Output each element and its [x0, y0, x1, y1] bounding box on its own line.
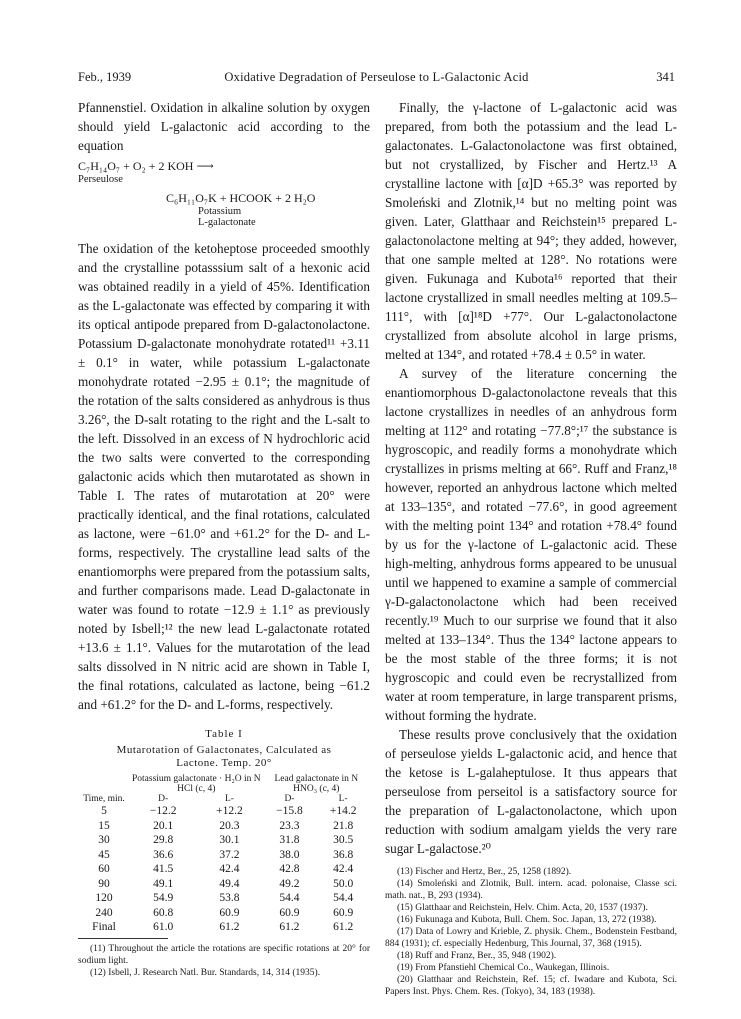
- equation-label-galactonate: L-galactonate: [198, 217, 256, 228]
- col-header-l-1: L-: [224, 794, 234, 804]
- table-cell-value: 37.2: [219, 848, 240, 861]
- table-cell-value: 20.1: [153, 819, 174, 832]
- footnote: (20) Glatthaar and Reichstein, Ref. 15; cf. Iwadare and Kubota, Sci. Papers Inst. Phys. Chem. Res. (Tokyo), 34, 183 (1938).: [385, 975, 677, 997]
- right-paragraph-1: Finally, the γ-lactone of L-galactonic acid was prepared, from both the potassium and the lead L-galactonates. L-Galactonolactone was first obtained, but not crystallized, by Fischer and Hertz.¹³ A crystalline lactone with [α]D +65.3° was reported by Smoleński and Zlotnik,¹⁴ but no melting point was given. Later, Glatthaar and Reichstein¹⁵ prepared L-galactonolactone melting at 94°; they added, however, that one sample melted at 128°. No rotations were given. Fukunaga and Kubota¹⁶ reported that their lactone crystallized in small needles melting at 109.5–111°, with [α]¹⁸D +77°. Our L-galactonolactone crystallized from absolute alcohol in large prisms, melted at 134°, and rotated +78.4 ± 0.5° in water.: [385, 100, 677, 362]
- table-row: [78, 906, 370, 921]
- table-cell-value: 36.6: [153, 848, 174, 861]
- table-subtitle-line-1: Mutarotation of Galactonates, Calculated as: [116, 744, 332, 756]
- table-cell-value: 30.5: [333, 834, 354, 846]
- table-cell-value: 41.5: [153, 863, 174, 875]
- table-cell-value: 60.9: [333, 906, 354, 919]
- table-cell-value: 42.8: [279, 863, 300, 875]
- table-cell-value: +14.2: [329, 805, 357, 817]
- left-paragraph-2: The oxidation of the ketoheptose proceeded smoothly and the crystalline potasssium salt of a hexonic acid was obtained readily in a yield of 45%. Identification as the L-galactonate was effected by comparing it with its optical antipode prepared from D-galactonolactone. Potassium D-galactonate monohydrate rotated¹¹ +3.11 ± 0.1° in water, while potassium L-galactonate monohydrate rotated −2.95 ± 0.1°; the magnitude of the rotation of the salts considered as anhydrous is thus 3.26°, the D-salt rotating to the right and the L-salt to the left. Dissolved in an excess of N hydrochloric acid the two salts were converted to the corresponding galactonic acids which then mutarotated as shown in Table I. The rates of mutarotation at 20° were practically identical, and the final rotations, calculated as lactone, were −61.0° and +61.2° for the D- and L-forms, respectively. The crystalline lead salts of the enantiomorphs were prepared from the potassium salts, and further comparisons made. Lead D-galactonate in water was found to rotate −12.9 ± 1.1° as previously noted by Isbell;¹² the new lead L-galactonate rotated +13.6 ± 1.1°. Values for the mutarotation of the lead salts dissolved in N nitric acid are shown in Table I, the final rotations, calculated as lactone, being −61.2 and +61.2° for the D- and L-forms, respectively.: [78, 241, 370, 712]
- table-cell-value: 54.4: [279, 892, 300, 904]
- footnote: (16) Fukunaga and Kubota, Bull. Chem. Soc. Japan, 13, 272 (1938).: [397, 915, 657, 925]
- table-row: [78, 877, 370, 892]
- table-cell-value: 50.0: [333, 877, 354, 890]
- table-subtitle-line-2: Lactone. Temp. 20°: [176, 757, 272, 769]
- col-header-d-1: D-: [158, 794, 169, 804]
- equation-line-1: C₇H₁₄O₇ + O₂ + 2 KOH ⟶: [78, 159, 214, 173]
- col-header-lead: Lead galactonate in N HNO₃ (c, 4): [274, 774, 359, 794]
- table-row: [78, 862, 370, 877]
- table-cell-time: 90: [98, 877, 110, 890]
- footnote: (19) From Pfanstiehl Chemical Co., Waukegan, Illinois.: [397, 963, 610, 973]
- footnote: (18) Ruff and Franz, Ber., 35, 948 (1902).: [397, 951, 557, 961]
- left-paragraph-1: Pfannenstiel. Oxidation in alkaline solution by oxygen should yield L-galactonic acid according to the equation: [78, 100, 370, 153]
- header-title: Oxidative Degradation of Perseulose to L-Galactonic Acid: [224, 70, 529, 84]
- right-column: [385, 98, 677, 998]
- table-cell-value: 31.8: [279, 834, 300, 846]
- page-number: 341: [656, 70, 675, 84]
- table-subtitle: [78, 744, 370, 770]
- table-row: [78, 848, 370, 863]
- footnote: (15) Glatthaar and Reichstein, Helv. Chim. Acta, 20, 1537 (1937).: [397, 903, 648, 913]
- table-cell-value: 36.8: [333, 848, 354, 861]
- table-cell-value: 42.4: [219, 863, 240, 875]
- table-cell-time: 15: [98, 819, 110, 832]
- table-cell-time: 5: [101, 805, 107, 817]
- table-row: [78, 833, 370, 848]
- right-paragraph-3: These results prove conclusively that the oxidation of perseulose yields L-galactonic acid, and hence that the ketose is L-galaheptulose. It thus appears that perseulose from perseitol is a satisfactory source for the preparation of L-galactonolactone, which upon reduction with sodium amalgam yields the very rare sugar L-galactose.²⁰: [385, 727, 677, 856]
- table-cell-value: 20.3: [219, 819, 240, 832]
- table-cell-time: 30: [98, 834, 110, 846]
- table-body: [78, 804, 370, 935]
- table-cell-value: 29.8: [153, 834, 174, 846]
- table-row: [78, 891, 370, 906]
- table-cell-value: −15.8: [276, 805, 303, 817]
- table-cell-value: 49.2: [279, 877, 300, 890]
- left-column: [78, 98, 370, 979]
- equation-label-potassium: Potassium: [198, 206, 242, 217]
- table-cell-value: 53.8: [219, 892, 240, 904]
- table-row: [78, 819, 370, 834]
- table-cell-value: 60.9: [219, 906, 240, 919]
- table-cell-value: 54.4: [333, 892, 354, 904]
- table-cell-value: 60.8: [153, 906, 174, 919]
- table-cell-value: 60.9: [279, 906, 300, 919]
- right-paragraph-2: A survey of the literature concerning the enantiomorphous D-galactonolactone reveals that this lactone crystallizes in needles of an anhydrous form melting at 112° and rotating −77.8°;¹⁷ the substance is hygroscopic, and readily forms a monohydrate which crystallizes in prisms melting at 66°. Ruff and Franz,¹⁸ however, reported an anhydrous lactone which melted at 133–135°, and rotated −77.6°, in good agreement with the melting point 134° and rotation +78.4° found by us for the γ-lactone of L-galactonic acid. These high-melting, anhydrous forms appeared to be unusual until we happened to examine a sample of commercial γ-D-galactonolactone which had been received recently.¹⁹ Much to our surprise we found that it also melted at 133–134°. Thus the 134° lactone appears to be the most stable of the three forms; it is not hygroscopic and could even be recrystallized from water at room temperature, in large transparent prisms, without forming the hydrate.: [385, 366, 677, 723]
- equation-label-perseulose: Perseulose: [78, 174, 123, 185]
- footnote: (13) Fischer and Hertz, Ber., 25, 1258 (1892).: [397, 867, 572, 877]
- footnote-11: (11) Throughout the article the rotations are specific rotations at 20° for sodium light.: [78, 943, 370, 966]
- reaction-equation: [78, 159, 370, 233]
- table-cell-value: 23.3: [279, 819, 300, 832]
- table-caption: Table I: [205, 728, 243, 740]
- table-row: [78, 804, 370, 819]
- table-cell-value: 61.2: [219, 921, 240, 933]
- table-cell-value: 61.0: [153, 921, 174, 933]
- mutarotation-table: [78, 774, 370, 935]
- table-cell-time: 45: [98, 848, 110, 861]
- table-cell-value: +12.2: [216, 805, 243, 817]
- right-footnotes: [385, 866, 677, 998]
- table-cell-time: Final: [92, 921, 116, 933]
- footnote: (14) Smoleński and Zlotnik, Bull. intern. acad. polonaise, Classe sci. math. nat., B, 293 (1934).: [385, 879, 677, 901]
- table-cell-value: 30.1: [219, 834, 240, 846]
- table-cell-value: 61.2: [333, 921, 354, 933]
- table-cell-value: −12.2: [149, 805, 177, 817]
- table-cell-time: 240: [95, 906, 113, 919]
- equation-line-2: C₆H₁₁O₇K + HCOOK + 2 H₂O: [166, 191, 316, 205]
- table-cell-value: 38.0: [279, 848, 300, 861]
- table-cell-value: 49.1: [153, 877, 174, 890]
- table-row: [78, 920, 370, 935]
- running-header: [78, 70, 675, 88]
- col-header-time: Time, min.: [83, 794, 125, 804]
- table-cell-time: 60: [98, 863, 110, 875]
- table-cell-value: 54.9: [153, 892, 174, 904]
- footnote-rule: [78, 938, 168, 939]
- col-header-l-2: L-: [338, 794, 348, 804]
- header-date: Feb., 1939: [78, 70, 132, 84]
- footnote: (17) Data of Lowry and Krieble, Z. physik. Chem., Bodenstein Festband, 884 (1931); cf. especially Hedenburg, This Journal, 37, 368 (1915).: [385, 927, 677, 949]
- footnote-12: (12) Isbell, J. Research Natl. Bur. Standards, 14, 314 (1935).: [90, 967, 321, 978]
- table-cell-time: 120: [95, 892, 113, 904]
- table-cell-value: 61.2: [279, 921, 300, 933]
- table-cell-value: 42.4: [333, 863, 354, 875]
- table-cell-value: 21.8: [333, 819, 354, 832]
- col-header-potassium: Potassium galactonate · H₂O in N HCl (c, 4): [131, 774, 261, 794]
- col-header-d-2: D-: [284, 794, 295, 804]
- table-cell-value: 49.4: [219, 877, 240, 890]
